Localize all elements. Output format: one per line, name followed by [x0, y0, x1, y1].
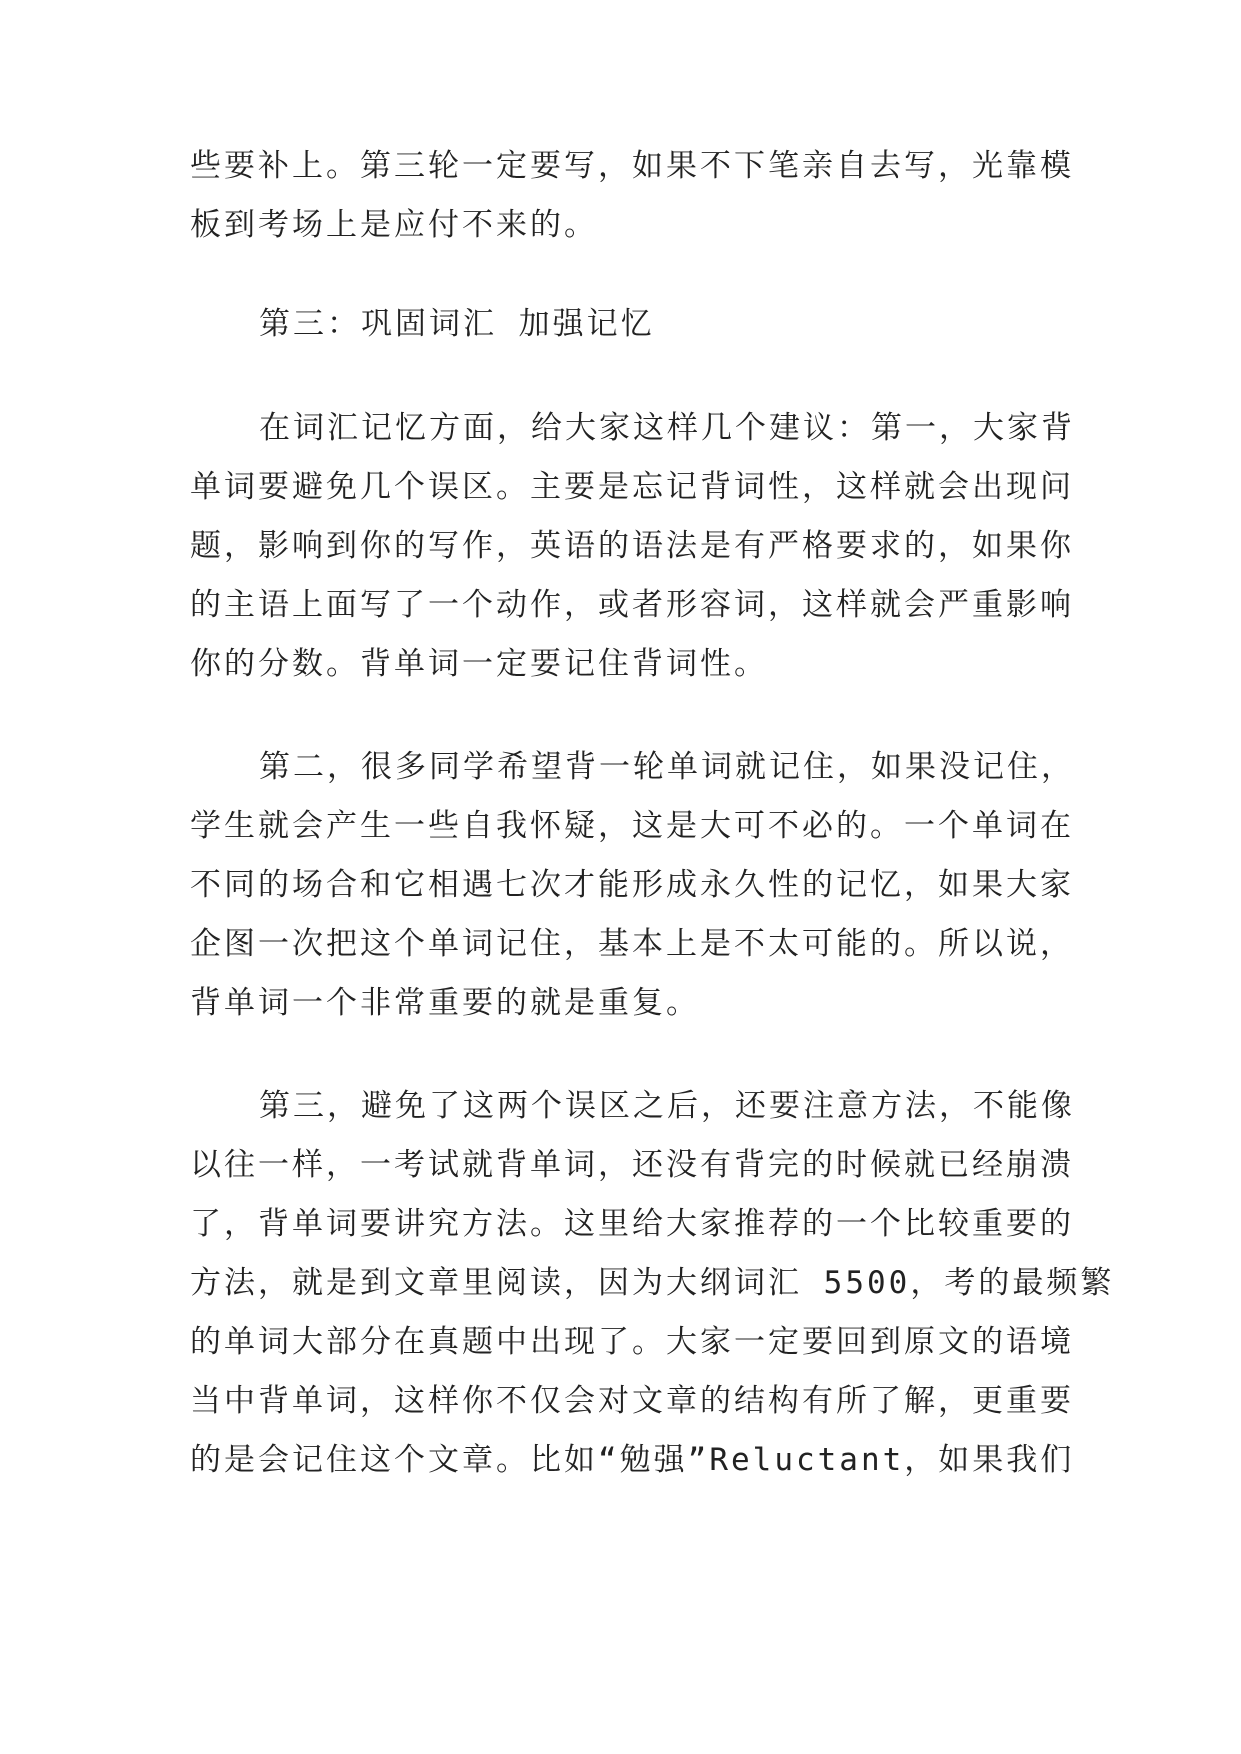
text-line: 的主语上面写了一个动作，或者形容词，这样就会严重影响 — [190, 587, 1074, 623]
text-line: 当中背单词，这样你不仅会对文章的结构有所了解，更重要 — [190, 1383, 1074, 1419]
text-line: 题，影响到你的写作，英语的语法是有严格要求的，如果你 — [190, 528, 1074, 564]
text-line: 的单词大部分在真题中出现了。大家一定要回到原文的语境 — [190, 1324, 1074, 1360]
paragraph-vocabulary-advice — [190, 399, 1075, 694]
text-line: 单词要避免几个误区。主要是忘记背词性，这样就会出现问 — [190, 469, 1074, 505]
text-line: 些要补上。第三轮一定要写，如果不下笔亲自去写，光靠模 — [190, 148, 1074, 184]
text-line: 企图一次把这个单词记住，基本上是不太可能的。所以说， — [190, 926, 1074, 962]
text-line: 背单词一个非常重要的就是重复。 — [190, 985, 700, 1021]
text-line: 第三，避免了这两个误区之后，还要注意方法，不能像 — [259, 1088, 1075, 1124]
text-line: 以往一样，一考试就背单词，还没有背完的时候就已经崩溃 — [190, 1147, 1074, 1183]
paragraph-second-point — [190, 738, 1075, 1033]
heading-line: 第三：巩固词汇 加强记忆 — [259, 306, 655, 342]
text-line: 了，背单词要讲究方法。这里给大家推荐的一个比较重要的 — [190, 1206, 1074, 1242]
text-line: 不同的场合和它相遇七次才能形成永久性的记忆，如果大家 — [190, 867, 1074, 903]
section-heading — [190, 295, 1050, 354]
text-line: 的是会记住这个文章。比如“勉强”Reluctant，如果我们 — [190, 1442, 1075, 1478]
text-line: 第二，很多同学希望背一轮单词就记住，如果没记住， — [259, 749, 1075, 785]
text-line: 你的分数。背单词一定要记住背词性。 — [190, 646, 768, 682]
paragraph-continuation — [190, 137, 1074, 255]
text-line: 板到考场上是应付不来的。 — [190, 207, 598, 243]
text-line: 方法，就是到文章里阅读，因为大纲词汇 5500，考的最频繁 — [190, 1265, 1115, 1301]
text-line: 在词汇记忆方面，给大家这样几个建议：第一，大家背 — [259, 410, 1075, 446]
paragraph-third-point — [190, 1077, 1115, 1490]
text-line: 学生就会产生一些自我怀疑，这是大可不必的。一个单词在 — [190, 808, 1074, 844]
